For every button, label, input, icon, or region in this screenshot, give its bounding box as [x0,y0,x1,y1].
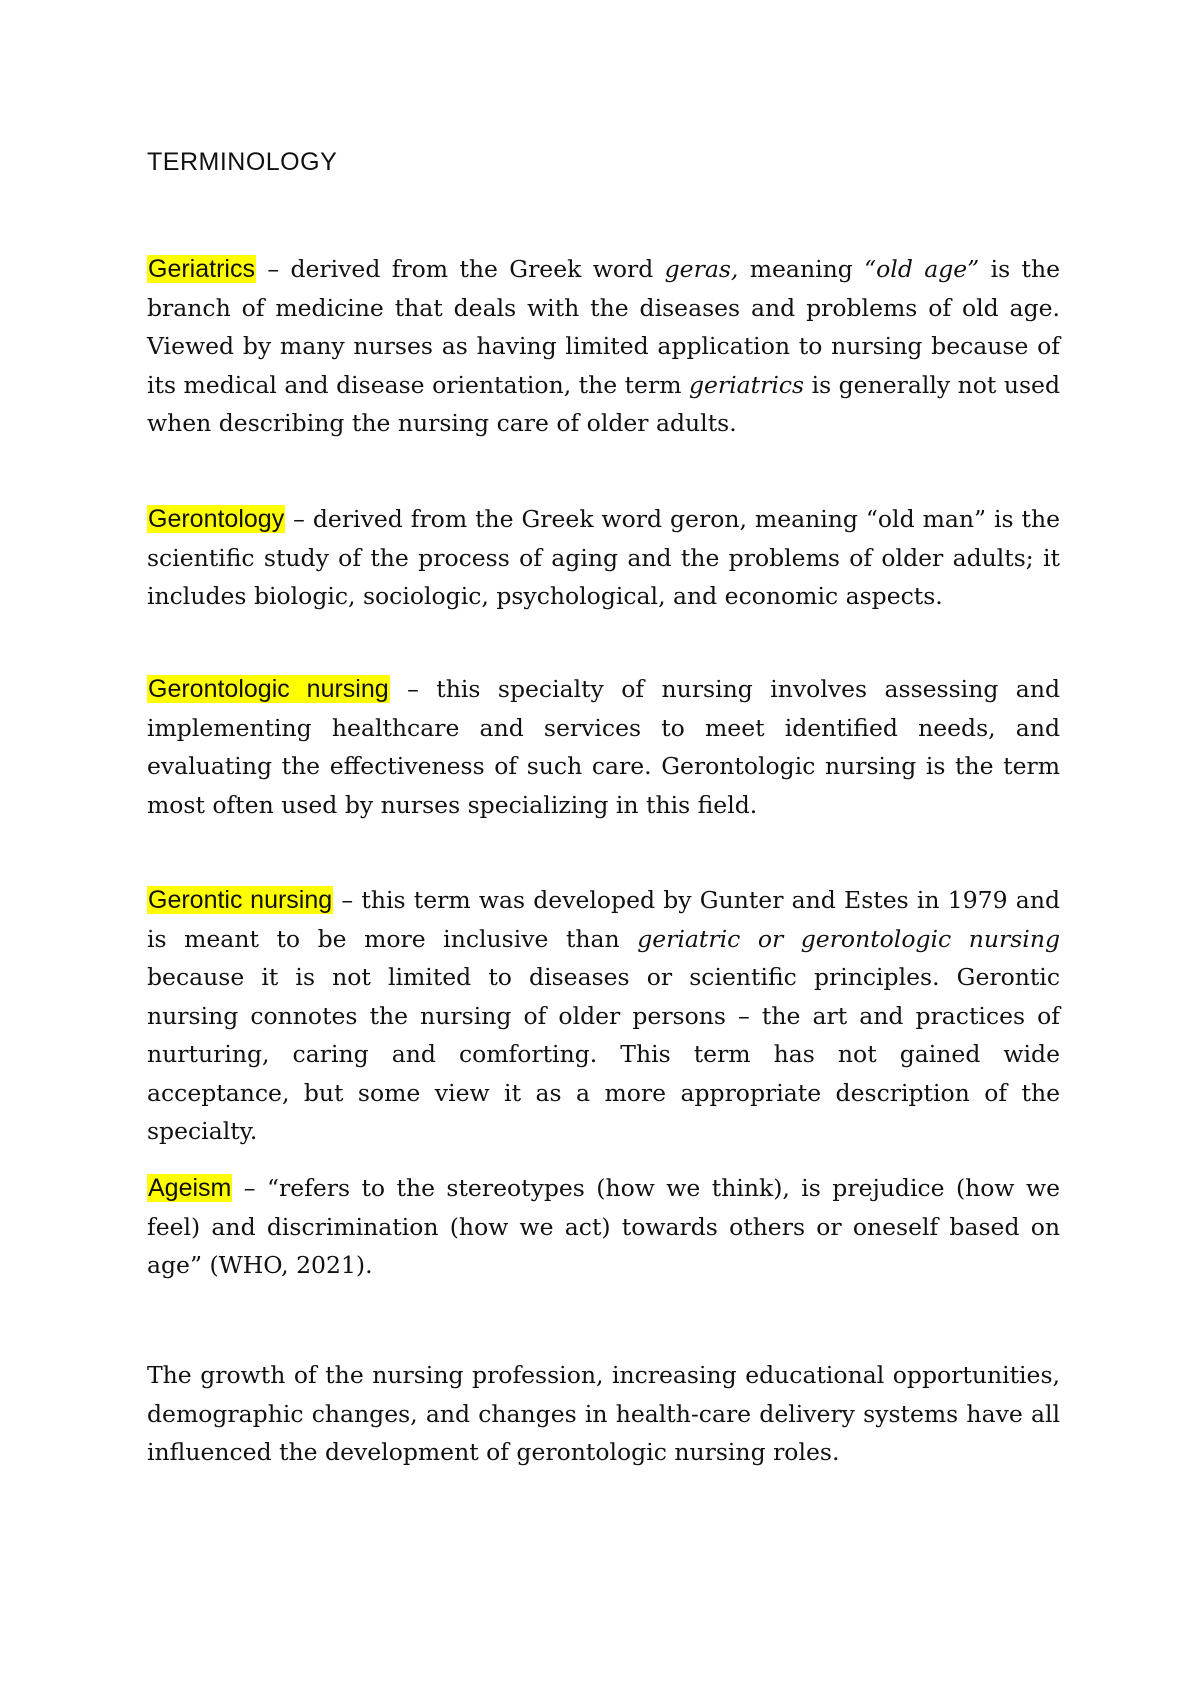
definition-italic: geras, [664,255,739,283]
definition-text: – derived from the Greek word [255,255,665,283]
closing-paragraph: The growth of the nursing profession, increasing educational opportunities, demographic changes, and changes in health-care delivery systems have all influenced the development of gerontologic nursing roles. [147,1361,1060,1466]
definition-text: – derived from the Greek word geron, meaning “old man” is the scientific study of the process of aging and the problems of older adults; it includes biologic, sociologic, psychological, and economic aspects. [147,505,1060,610]
definition-text: is the branch of medicine that deals with the diseases and problems of old age. Viewed by many nurses as having limited application to nursing because of its medical and disease orientation, the term [147,255,1060,399]
definition-italic: geriatrics [688,370,805,399]
definition-italic: geriatric or gerontologic nursing [637,924,1060,953]
definition-text: – “refers to the stereotypes (how we think), is prejudice (how we feel) and discrimination (how we act) towards others or oneself based on age” (WHO, 2021). [147,1174,1060,1279]
definition-text: is generally not used when describing the nursing care of older adults. [147,370,1061,437]
page-title: TERMINOLOGY [147,148,338,176]
definition-gerontic-nursing [147,881,1060,1151]
term-gerontic-nursing: Gerontic nursing [148,886,333,914]
term-gerontology: Gerontology [148,505,285,533]
definition-geriatrics [147,250,1060,443]
definition-ageism [147,1169,1060,1285]
definition-italic: “old age” [864,255,980,283]
definition-text: meaning [738,255,865,283]
definition-gerontology [147,500,1060,616]
definition-gerontologic-nursing [147,670,1060,824]
term-gerontologic-nursing: Gerontologic nursing [148,675,389,703]
definition-text: because it is not limited to diseases or scientific principles. Gerontic nursing connotes the nursing of older persons – the art and practices of nurturing, caring and comforting. This term has not gained wide acceptance, but some view it as a more appropriate description of the specialty. [147,963,1060,1145]
term-ageism: Ageism [148,1174,232,1202]
definition-text: – this term was developed by Gunter and Estes in 1979 and is meant to be more inclusive than [147,886,1060,953]
definition-text: – this specialty of nursing involves assessing and implementing healthcare and services to meet identified needs, and evaluating the effectiveness of such care. Gerontologic nursing is the term most often used by nurses specializing in this field. [147,675,1060,819]
term-geriatrics: Geriatrics [148,255,255,283]
